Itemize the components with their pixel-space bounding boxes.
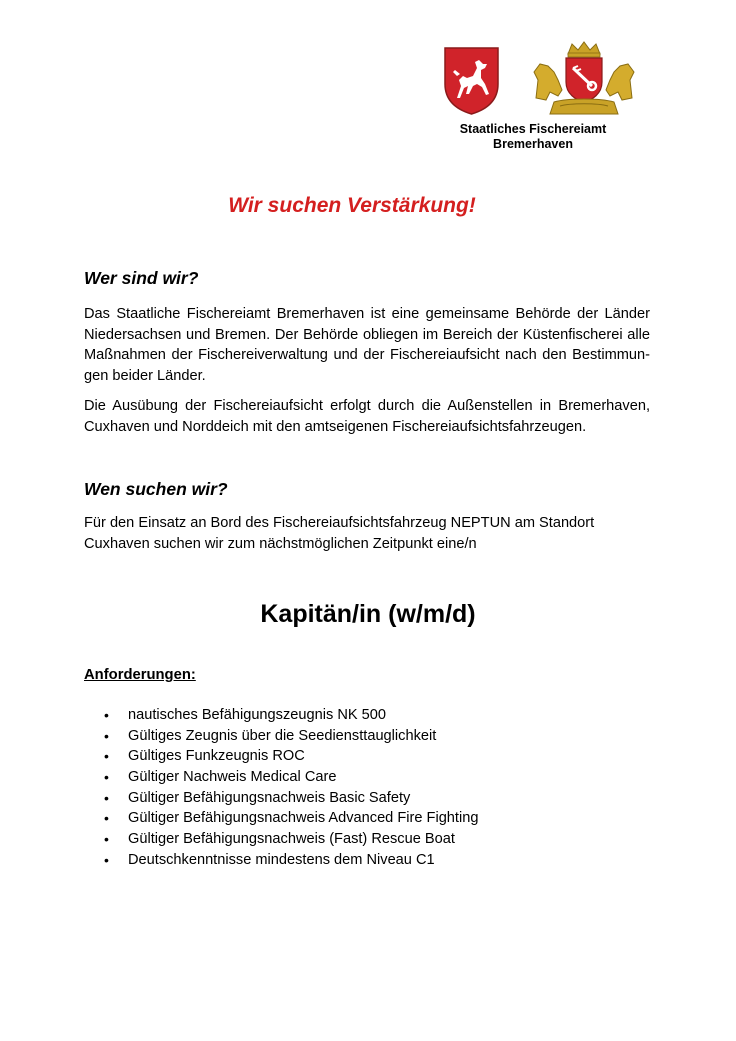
list-item — [84, 726, 478, 747]
bullet-icon: • — [104, 831, 109, 848]
who-paragraph-1-line: Das Staatliche Fischereiamt Bremerhaven ist eine gemeinsame Behörde der Länder — [84, 306, 650, 322]
requirement-text: Gültiges Zeugnis über die Seediensttauglichkeit — [128, 727, 437, 744]
requirement-text: Deutschkenntnisse mindestens dem Niveau C1 — [128, 851, 435, 868]
requirement-text: Gültiger Befähigungsnachweis Advanced Fire Fighting — [128, 810, 479, 827]
niedersachsen-coat-of-arms-icon — [443, 46, 500, 116]
list-item — [84, 705, 478, 726]
requirement-text: Gültiger Befähigungsnachweis Basic Safety — [128, 789, 411, 806]
bullet-icon: • — [104, 851, 109, 868]
requirement-text: nautisches Befähigungszeugnis NK 500 — [128, 707, 386, 723]
bullet-icon: • — [104, 769, 109, 786]
requirement-text: Gültiger Nachweis Medical Care — [128, 769, 337, 786]
agency-name — [440, 122, 626, 152]
bullet-icon: • — [104, 810, 109, 827]
who-paragraph-2-line: Die Ausübung der Fischereiaufsicht erfolgt durch die Außenstellen in Bremerhaven, — [84, 398, 650, 414]
list-item — [84, 746, 478, 767]
who-paragraph-2 — [84, 396, 650, 437]
who-paragraph-1-line: Niedersachsen und Bremen. Der Behörde obliegen im Bereich der Küstenfischerei alle — [84, 326, 650, 343]
list-item — [84, 788, 478, 809]
list-item — [84, 767, 478, 788]
bremen-coat-of-arms-icon — [528, 40, 640, 116]
requirement-text: Gültiger Befähigungsnachweis (Fast) Rescue Boat — [128, 831, 455, 848]
who-paragraph-1 — [84, 304, 650, 386]
who-paragraph-1-line: gen beider Länder. — [84, 367, 206, 384]
list-item — [84, 808, 478, 829]
bullet-icon: • — [104, 748, 109, 765]
bullet-icon: • — [104, 707, 109, 723]
job-title: Kapitän/in (w/m/d) — [260, 600, 476, 628]
agency-name-line1: Staatliches Fischereiamt — [459, 122, 607, 136]
requirement-text: Gültiges Funkzeugnis ROC — [128, 748, 305, 765]
list-item — [84, 850, 478, 871]
requirements-heading: Anforderungen: — [84, 667, 196, 683]
bullet-icon: • — [104, 789, 109, 806]
whom-paragraph — [84, 513, 650, 554]
headline: Wir suchen Verstärkung! — [228, 194, 476, 217]
who-paragraph-2-line: Cuxhaven und Norddeich mit den amtseigenen Fischereiaufsichtsfahrzeugen. — [84, 418, 587, 435]
whom-paragraph-line: Für den Einsatz an Bord des Fischereiaufsichtsfahrzeug NEPTUN am Standort — [84, 515, 595, 531]
whom-paragraph-line: Cuxhaven suchen wir zum nächstmöglichen Zeitpunkt eine/n — [84, 535, 477, 552]
who-paragraph-1-line: Maßnahmen der Fischereiverwaltung und der Fischereiaufsicht nach den Bestimmun- — [84, 347, 650, 364]
bullet-icon: • — [104, 727, 109, 744]
section-heading-whom: Wen suchen wir? — [84, 479, 228, 499]
requirements-list — [84, 705, 478, 871]
section-heading-who: Wer sind wir? — [84, 268, 199, 288]
agency-name-line2: Bremerhaven — [493, 137, 573, 151]
list-item — [84, 829, 478, 850]
